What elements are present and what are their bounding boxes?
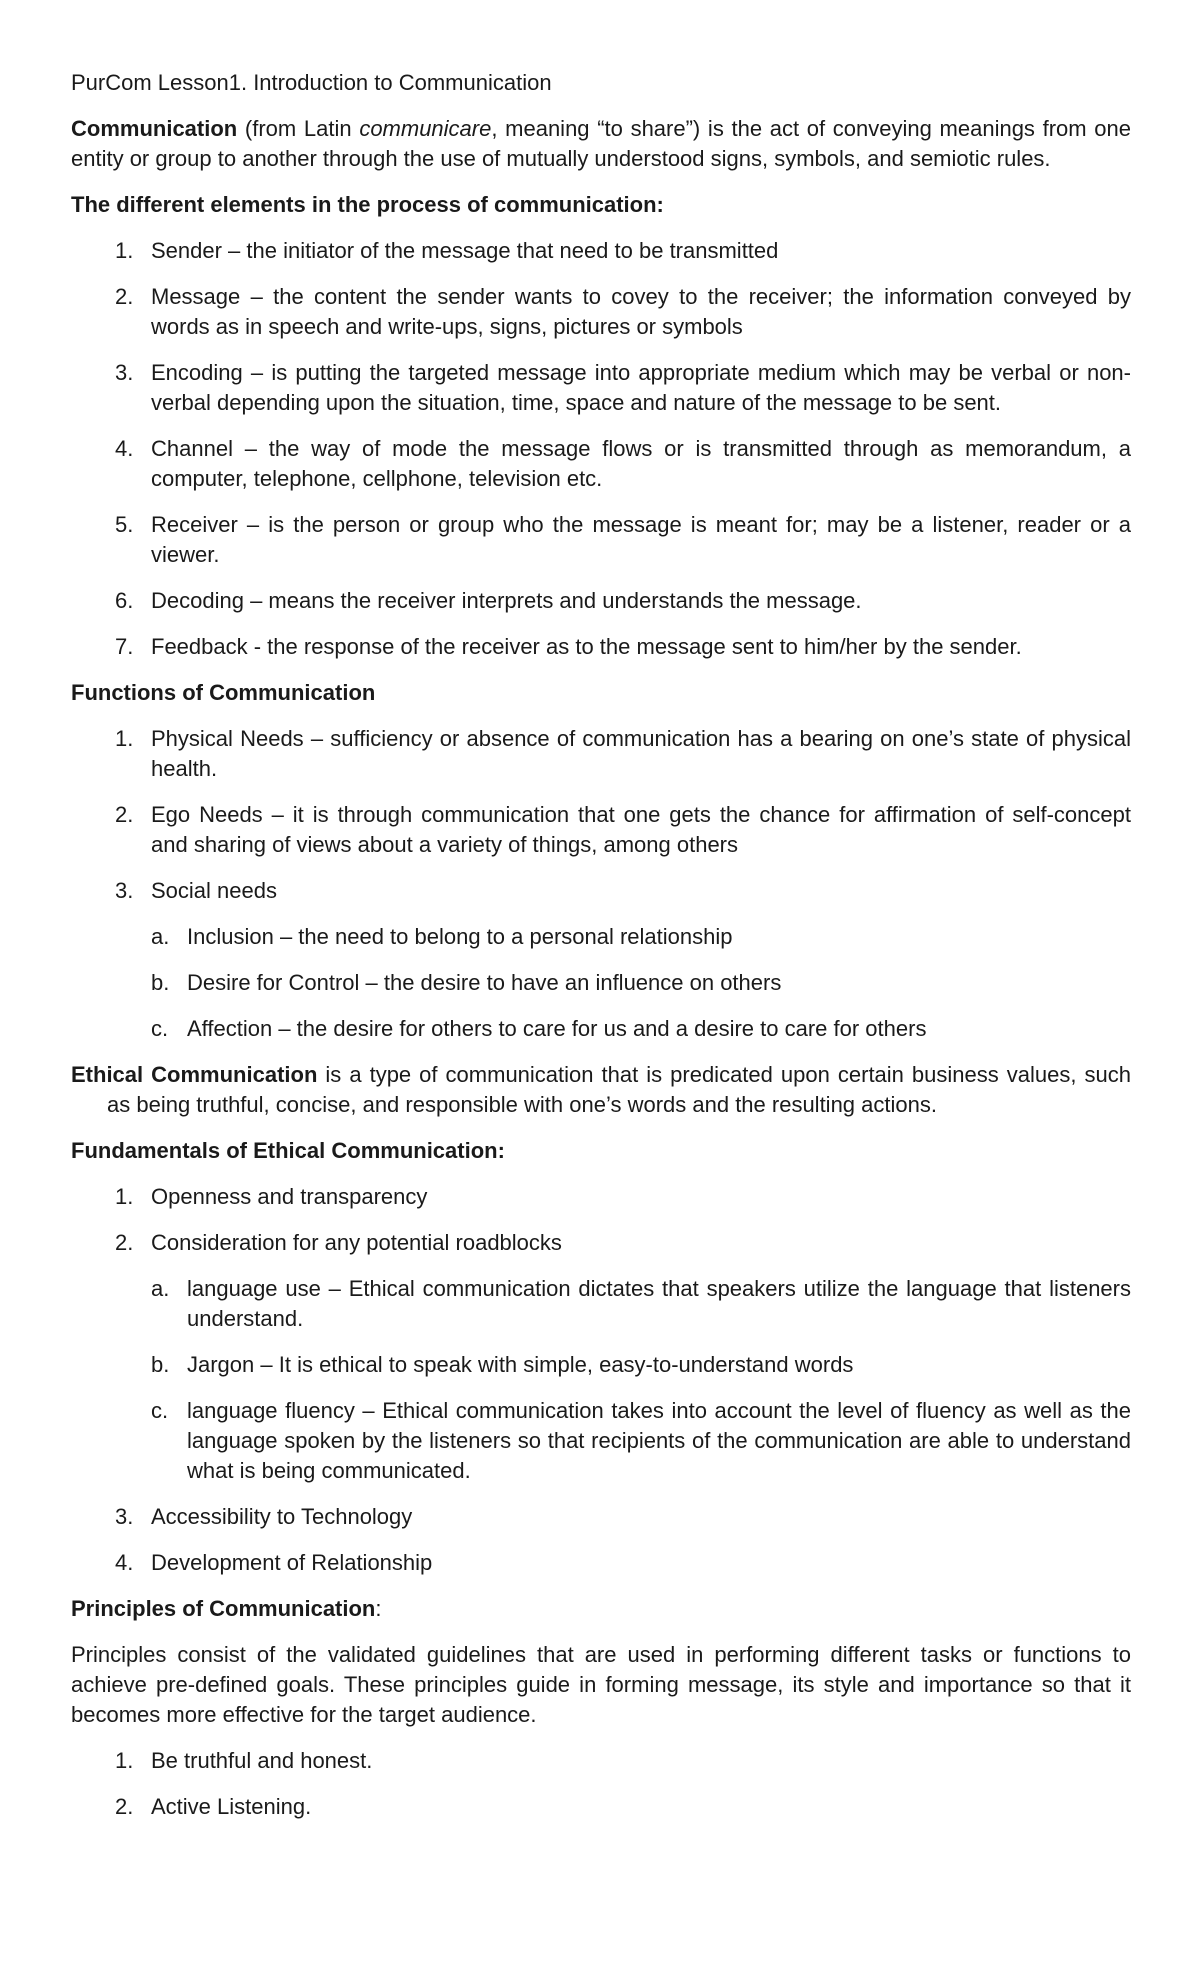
list-item-text: Be truthful and honest. xyxy=(151,1748,373,1773)
intro-term: Communication xyxy=(71,116,238,141)
list-number: 1. xyxy=(115,726,134,751)
sublist-item-text: Desire for Control – the desire to have an influence on others xyxy=(187,970,782,995)
list-number: 3. xyxy=(115,360,134,385)
social-needs-sublist xyxy=(151,922,1131,1044)
sublist-letter: c. xyxy=(151,1398,169,1423)
list-item xyxy=(71,236,1131,266)
ethical-communication-paragraph xyxy=(71,1060,1131,1120)
sublist-item-text: Inclusion – the need to belong to a personal relationship xyxy=(187,924,733,949)
list-number: 1. xyxy=(115,238,134,263)
list-number: 4. xyxy=(115,1550,134,1575)
sublist-item-text: Affection – the desire for others to care for us and a desire to care for others xyxy=(187,1016,927,1041)
sublist-item xyxy=(151,1350,1131,1380)
list-item-text: Openness and transparency xyxy=(151,1184,428,1209)
list-number: 4. xyxy=(115,436,134,461)
fundamentals-heading: Fundamentals of Ethical Communication: xyxy=(71,1138,505,1163)
list-item xyxy=(71,282,1131,342)
list-item xyxy=(71,800,1131,860)
list-number: 1. xyxy=(115,1184,134,1209)
sublist-item xyxy=(151,922,1131,952)
intro-rest: , meaning “to share”) is the act of conveying meanings from one entity or group to another through the use of mutually understood signs, symbols, and semiotic rules. xyxy=(71,116,1131,171)
elements-list xyxy=(71,236,1131,662)
fundamentals-list xyxy=(71,1182,1131,1578)
list-number: 1. xyxy=(115,1748,134,1773)
sublist-item xyxy=(151,968,1131,998)
list-item-text: Physical Needs – sufficiency or absence of communication has a bearing on one’s state of physical health. xyxy=(151,726,1131,781)
list-item-text: Message – the content the sender wants to covey to the receiver; the information conveyed by words as in speech and write-ups, signs, pictures or symbols xyxy=(151,284,1131,339)
list-item-text: Feedback - the response of the receiver as to the message sent to him/her by the sender. xyxy=(151,634,1022,659)
sublist-item-text: language fluency – Ethical communication takes into account the level of fluency as well as the language spoken by the listeners so that recipients of the communication are able to understand what is being communicated. xyxy=(187,1398,1131,1483)
sublist-item-text: Jargon – It is ethical to speak with simple, easy-to-understand words xyxy=(187,1352,854,1377)
principles-paragraph: Principles consist of the validated guidelines that are used in performing different tasks or functions to achieve pre-defined goals. These principles guide in forming message, its style and importance so that it becomes more effective for the target audience. xyxy=(71,1642,1131,1727)
sublist-letter: a. xyxy=(151,1276,170,1301)
list-item-text: Decoding – means the receiver interprets and understands the message. xyxy=(151,588,862,613)
sublist-letter: c. xyxy=(151,1016,169,1041)
list-item-text: Encoding – is putting the targeted message into appropriate medium which may be verbal or non-verbal depending upon the situation, time, space and nature of the message to be sent. xyxy=(151,360,1131,415)
principles-list xyxy=(71,1746,1131,1822)
sublist-item xyxy=(151,1274,1131,1334)
list-item xyxy=(71,1502,1131,1532)
list-number: 2. xyxy=(115,1794,134,1819)
list-item xyxy=(71,724,1131,784)
functions-heading: Functions of Communication xyxy=(71,680,376,705)
list-number: 7. xyxy=(115,634,134,659)
list-item xyxy=(71,1792,1131,1822)
list-item-text: Receiver – is the person or group who the message is meant for; may be a listener, reader or a viewer. xyxy=(151,512,1131,567)
principles-heading-text: Principles of Communication xyxy=(71,1596,376,1621)
elements-heading: The different elements in the process of communication: xyxy=(71,192,664,217)
ethical-term: Ethical Communication xyxy=(71,1062,318,1087)
sublist-letter: b. xyxy=(151,1352,170,1377)
list-item xyxy=(71,510,1131,570)
list-item-text: Channel – the way of mode the message flows or is transmitted through as memorandum, a computer, telephone, cellphone, television etc. xyxy=(151,436,1131,491)
sublist-letter: a. xyxy=(151,924,170,949)
list-number: 3. xyxy=(115,878,134,903)
list-number: 2. xyxy=(115,802,134,827)
list-item-text: Sender – the initiator of the message that need to be transmitted xyxy=(151,238,779,263)
roadblocks-sublist xyxy=(151,1274,1131,1486)
list-number: 2. xyxy=(115,1230,134,1255)
list-item-text: Accessibility to Technology xyxy=(151,1504,413,1529)
list-item xyxy=(71,434,1131,494)
list-item xyxy=(71,358,1131,418)
sublist-item xyxy=(151,1396,1131,1486)
list-number: 3. xyxy=(115,1504,134,1529)
principles-heading xyxy=(71,1594,1131,1624)
list-item xyxy=(71,1182,1131,1212)
list-number: 6. xyxy=(115,588,134,613)
list-item xyxy=(71,586,1131,616)
list-item-text: Consideration for any potential roadblocks xyxy=(151,1230,562,1255)
list-number: 2. xyxy=(115,284,134,309)
intro-before-latin: (from Latin xyxy=(237,116,360,141)
list-item-text: Active Listening. xyxy=(151,1794,312,1819)
list-item xyxy=(71,632,1131,662)
sublist-item xyxy=(151,1014,1131,1044)
list-number: 5. xyxy=(115,512,134,537)
ethical-rest: is a type of communication that is predicated upon certain business values, such as being truthful, concise, and responsible with one’s words and the resulting actions. xyxy=(107,1062,1131,1117)
sublist-item-text: language use – Ethical communication dictates that speakers utilize the language that listeners understand. xyxy=(187,1276,1131,1331)
document-title: PurCom Lesson1. Introduction to Communication xyxy=(71,70,552,95)
list-item xyxy=(71,876,1131,1044)
functions-list xyxy=(71,724,1131,1044)
intro-latin-word: communicare xyxy=(359,116,492,141)
list-item xyxy=(71,1746,1131,1776)
principles-heading-colon: : xyxy=(375,1596,382,1621)
list-item xyxy=(71,1548,1131,1578)
sublist-letter: b. xyxy=(151,970,170,995)
list-item-text: Development of Relationship xyxy=(151,1550,433,1575)
list-item xyxy=(71,1228,1131,1486)
list-item-text: Ego Needs – it is through communication that one gets the chance for affirmation of self-concept and sharing of views about a variety of things, among others xyxy=(151,802,1131,857)
list-item-text: Social needs xyxy=(151,878,277,903)
intro-paragraph xyxy=(71,114,1131,174)
